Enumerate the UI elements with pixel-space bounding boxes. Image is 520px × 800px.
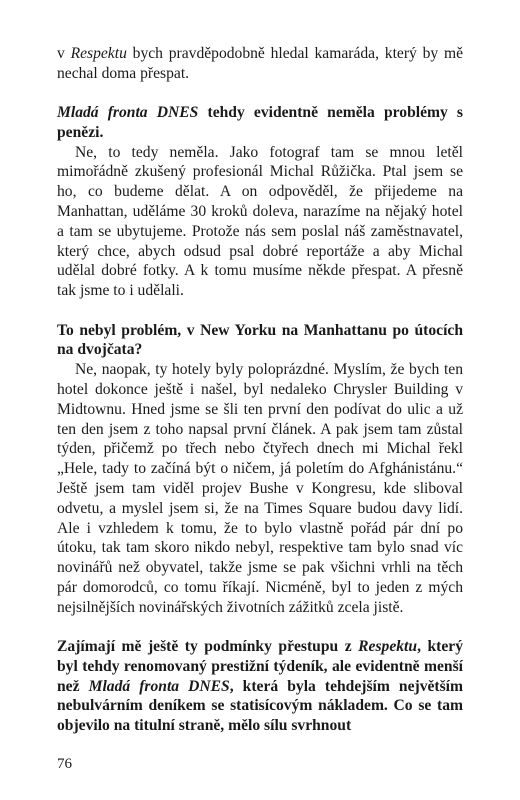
text-segment: Ne, naopak, ty hotely byly poloprázdné. Myslím, že bych ten hotel dokonce ještě i našel, byl nedaleko Chrysler Building v Midtownu. Hned jsme se šli ten první den podívat do ulic a už ten den jsem z toho napsal první článek. A pak jsem tam zůstal týden, přičemž po třech nebo čtyřech dnech mi Michal řekl „Hele, tady to začíná být o ničem, já poletím do Afghánistánu.“ Ještě jsem tam viděl projev Bushe v Kongresu, kde sliboval odvetu, a myslel jsem si, že na Times Square budou davy lidí. Ale i vzhledem k tomu, že to bylo vlastně pořád pár dní po útoku, tak tam skoro nikdo nebyl, respektive tam bylo snad víc novinářů než obyvatel, takže jsme se pak všichni vrhli na těch pár domorodců, co tomu říkají. Nicméně, byl to jeden z mých nejsilnějších novinářských životních zážitků zcela jistě. xyxy=(57,361,463,616)
text-segment-italic: Mladá fronta DNES xyxy=(57,104,199,122)
text-segment-italic: Respektu xyxy=(358,638,418,656)
page-body xyxy=(57,44,463,736)
text-segment: v xyxy=(57,45,71,62)
interview-answer xyxy=(57,143,463,301)
page-number: 76 xyxy=(57,756,72,772)
interview-question xyxy=(57,103,463,143)
text-segment: tehdy evidentně neměla problémy s penězi. xyxy=(57,104,463,141)
answer-paragraph-continued xyxy=(57,44,463,84)
text-segment: To nebyl problém, v New Yorku na Manhattanu po útocích na dvojčata? xyxy=(57,321,463,359)
text-segment-italic: Respektu xyxy=(70,45,127,62)
text-segment: bych pravděpodobně hledal kamaráda, který by mě nechal doma přespat. xyxy=(57,45,464,82)
text-segment: Ne, to tedy neměla. Jako fotograf tam se mnou letěl mimořádně zkušený profesionál Michal Růžička. Ptal jsem se ho, co budeme dělat. A on odpověděl, že přijedeme na Manhattan, uděláme 30 kroků doleva, narazíme na nějaký hotel a tam se ubytujeme. Protože nás sem poslal náš zaměstnavatel, který chce, abych odsud psal dobré reportáže a aby Michal udělal dobré fotky. A k tomu musíme někde přespat. A přesně tak jsme to i udělali. xyxy=(57,143,463,300)
interview-question xyxy=(57,637,463,736)
interview-question xyxy=(57,321,463,361)
text-segment-italic: Mladá fronta DNES xyxy=(88,677,230,695)
text-segment: Zajímají mě ještě ty podmínky přestupu z xyxy=(57,638,359,656)
interview-answer xyxy=(57,360,463,617)
text-segment: , která byla tehdejším největším nebulvárním deníkem se statisícovým nákladem. Co se tam objevilo na titulní straně, mělo sílu svrhnout xyxy=(57,677,463,735)
text-segment: , který byl tehdy renomovaný prestižní týdeník, ale evidentně menší než xyxy=(57,638,463,695)
